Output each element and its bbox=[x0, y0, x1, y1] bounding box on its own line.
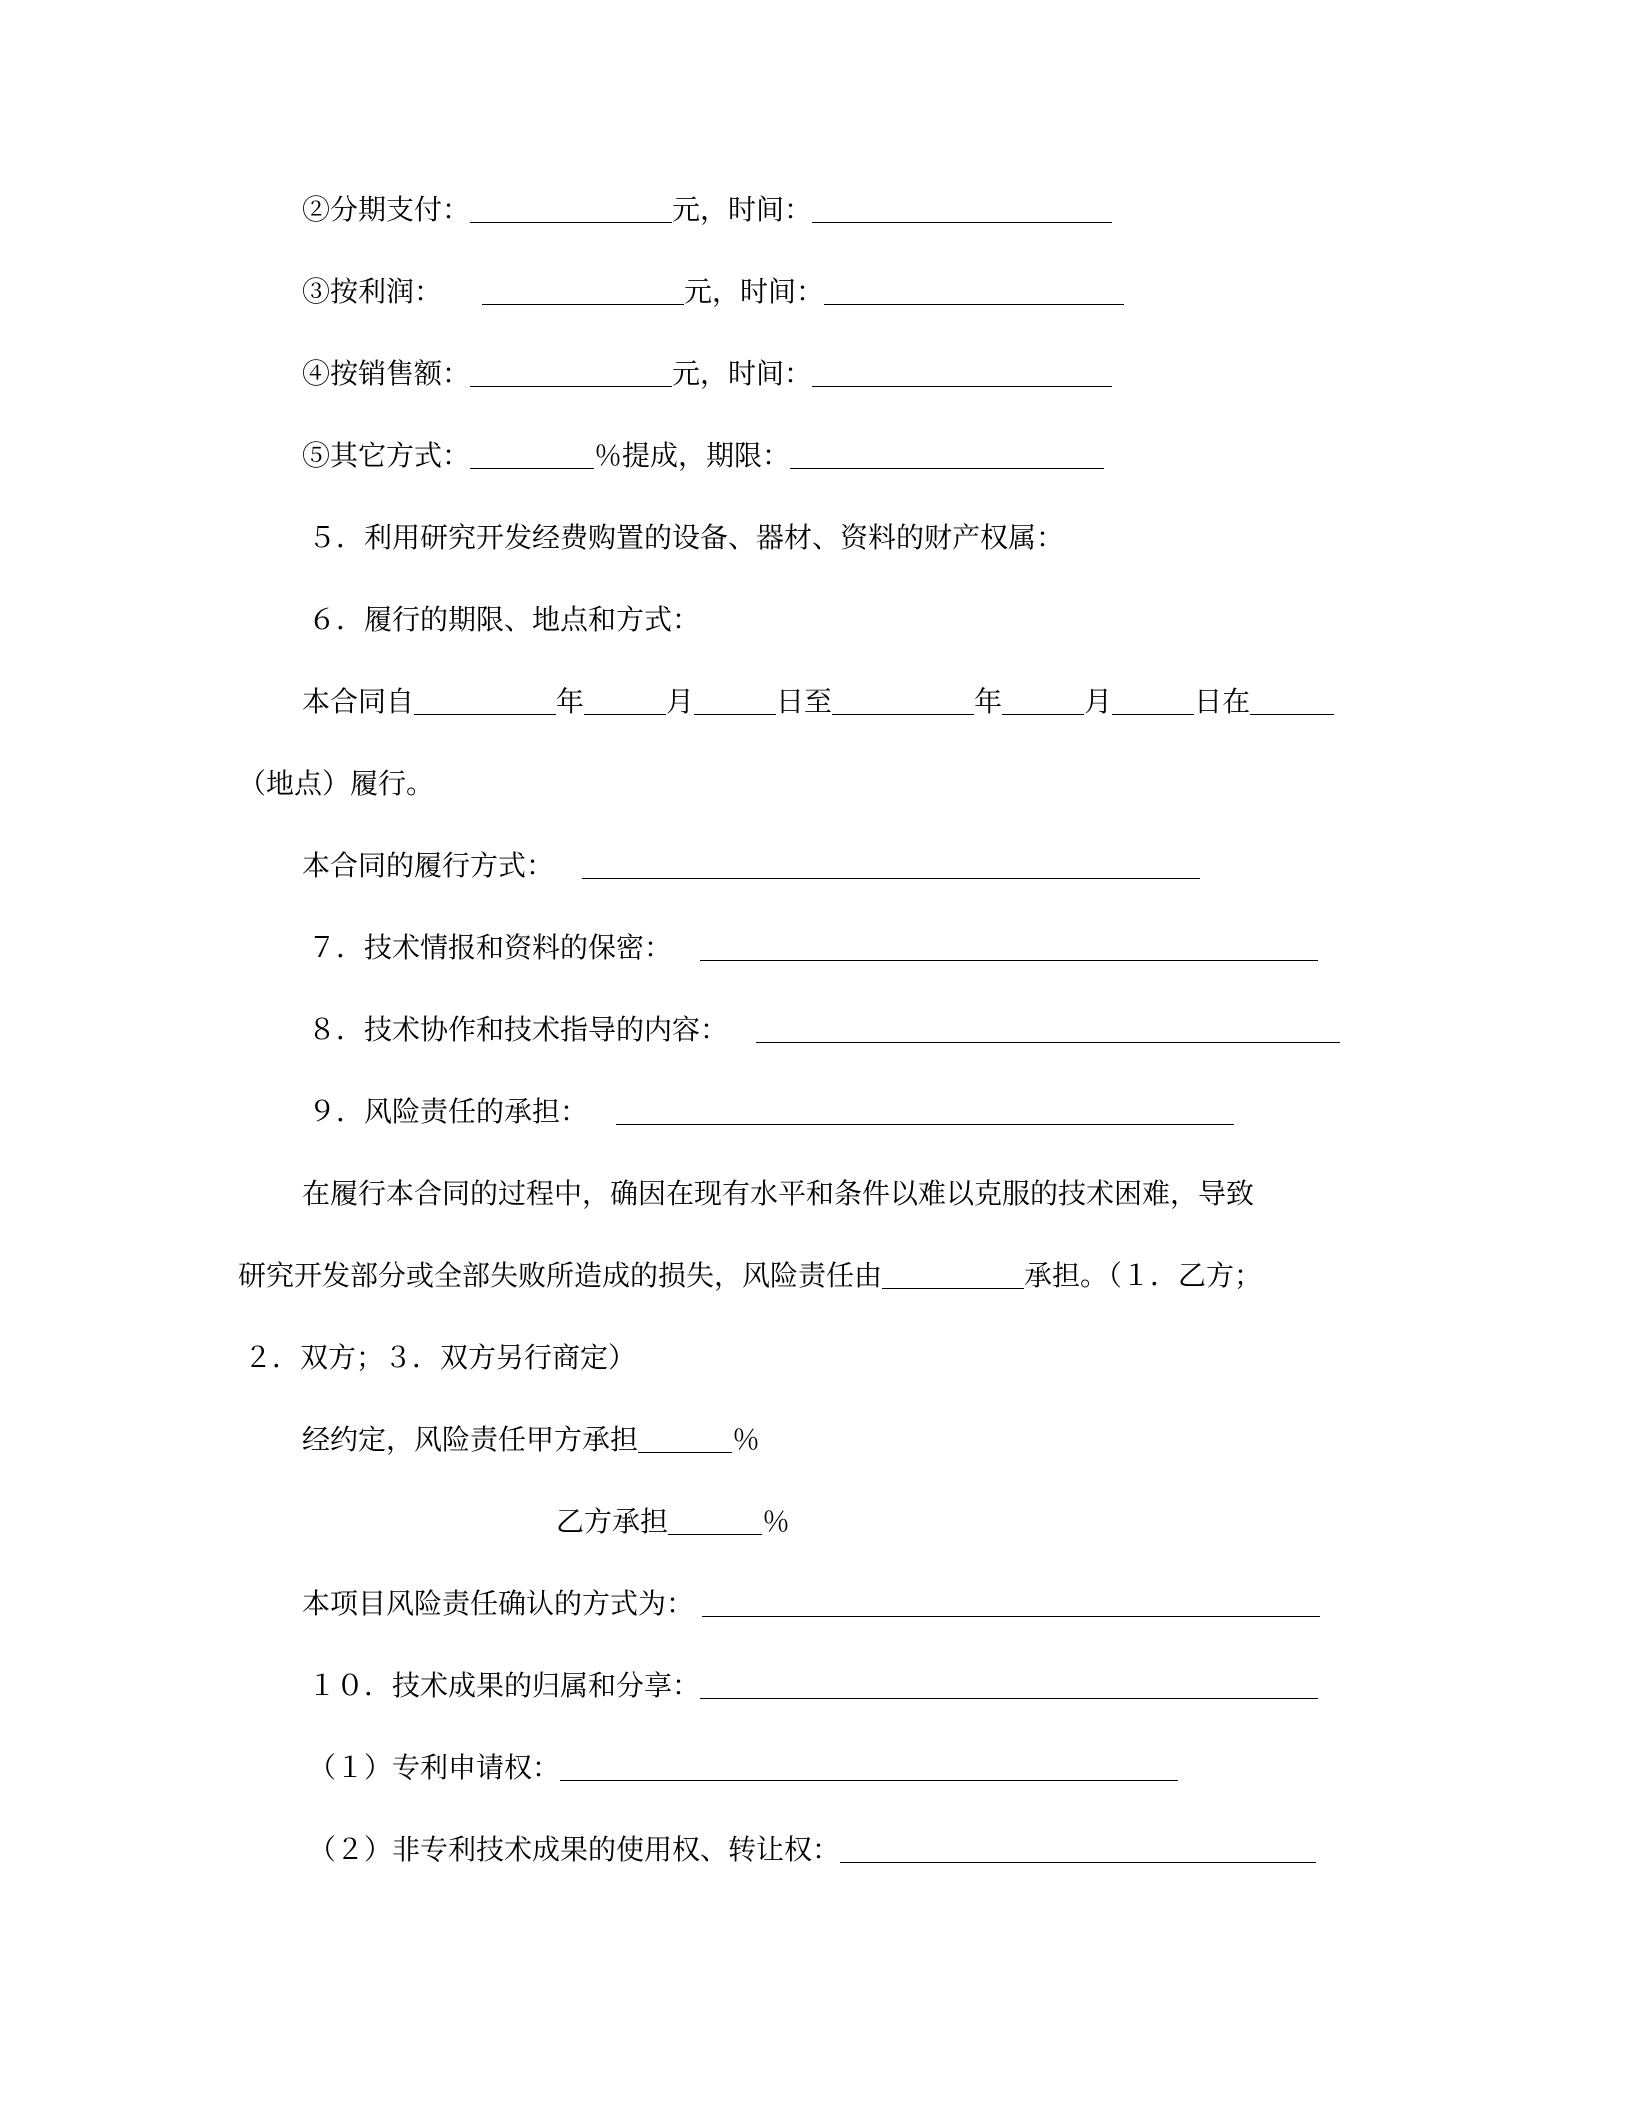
risk-confirmation-line bbox=[302, 1584, 1320, 1624]
period-blank[interactable] bbox=[790, 438, 1104, 469]
method-blank[interactable] bbox=[582, 848, 1200, 879]
clause-9-line bbox=[308, 1092, 1234, 1132]
line-text: 在履行本合同的过程中，确因在现有水平和条件以难以克服的技术困难，导致 bbox=[302, 1177, 1255, 1210]
risk-party-blank[interactable] bbox=[882, 1258, 1024, 1289]
line-text: 本项目风险责任确认的方式为： bbox=[302, 1587, 695, 1620]
line-text: 元，时间： bbox=[684, 275, 825, 308]
line-text: ％提成，期限： bbox=[594, 439, 791, 472]
contract-period-line bbox=[302, 682, 1334, 722]
line-text: ％ bbox=[762, 1505, 791, 1538]
party-b-risk-line bbox=[556, 1502, 790, 1542]
non-patent-right-blank[interactable] bbox=[840, 1832, 1316, 1863]
clause-10-line bbox=[308, 1666, 1318, 1706]
start-month-blank[interactable] bbox=[584, 684, 666, 715]
cooperation-blank[interactable] bbox=[756, 1012, 1340, 1043]
line-text: 本合同自 bbox=[302, 685, 415, 718]
line-text: 承担。（１．乙方； bbox=[1024, 1259, 1263, 1292]
line-text: 月 bbox=[1084, 685, 1113, 718]
line-text: ④按销售额： bbox=[302, 357, 471, 390]
party-b-percent-blank[interactable] bbox=[668, 1504, 762, 1535]
line-text: ③按利润： bbox=[302, 275, 443, 308]
confidentiality-blank[interactable] bbox=[700, 930, 1318, 961]
line-text: 日至 bbox=[776, 685, 833, 718]
line-text: 乙方承担 bbox=[556, 1505, 669, 1538]
line-text: 年 bbox=[974, 685, 1003, 718]
line-text: １０．技术成果的归属和分享： bbox=[308, 1669, 701, 1702]
time-blank[interactable] bbox=[812, 192, 1112, 223]
payment-sales-line bbox=[302, 354, 1112, 394]
ownership-blank[interactable] bbox=[700, 1668, 1318, 1699]
party-a-percent-blank[interactable] bbox=[638, 1422, 732, 1453]
line-text: 元，时间： bbox=[672, 193, 813, 226]
amount-blank[interactable] bbox=[470, 356, 672, 387]
line-text: ⑤其它方式： bbox=[302, 439, 471, 472]
line-text: ②分期支付： bbox=[302, 193, 471, 226]
amount-blank[interactable] bbox=[482, 274, 684, 305]
line-text: 本合同的履行方式： bbox=[302, 849, 555, 882]
risk-paragraph-line-3 bbox=[244, 1338, 636, 1378]
line-text: （地点）履行。 bbox=[238, 767, 435, 800]
line-text: （２）非专利技术成果的使用权、转让权： bbox=[308, 1833, 841, 1866]
party-a-risk-line bbox=[302, 1420, 760, 1460]
risk-blank[interactable] bbox=[616, 1094, 1234, 1125]
line-text: ５．利用研究开发经费购置的设备、器材、资料的财产权属： bbox=[308, 521, 1065, 554]
line-text: ７．技术情报和资料的保密： bbox=[308, 931, 673, 964]
end-year-blank[interactable] bbox=[832, 684, 974, 715]
payment-other-line bbox=[302, 436, 1104, 476]
line-text: ８．技术协作和技术指导的内容： bbox=[308, 1013, 729, 1046]
patent-right-blank[interactable] bbox=[560, 1750, 1178, 1781]
line-text: ％ bbox=[732, 1423, 761, 1456]
line-text: ９．风险责任的承担： bbox=[308, 1095, 589, 1128]
contract-location-line bbox=[238, 764, 434, 804]
percent-blank[interactable] bbox=[470, 438, 594, 469]
confirmation-blank[interactable] bbox=[702, 1586, 1320, 1617]
risk-paragraph-line-1 bbox=[302, 1174, 1254, 1214]
line-text: 月 bbox=[666, 685, 695, 718]
line-text: ２．双方；３．双方另行商定） bbox=[244, 1341, 637, 1374]
clause-7-line bbox=[308, 928, 1318, 968]
payment-profit-line bbox=[302, 272, 1124, 312]
line-text: 经约定，风险责任甲方承担 bbox=[302, 1423, 639, 1456]
start-day-blank[interactable] bbox=[694, 684, 776, 715]
start-year-blank[interactable] bbox=[414, 684, 556, 715]
time-blank[interactable] bbox=[824, 274, 1124, 305]
line-text: 年 bbox=[556, 685, 585, 718]
end-month-blank[interactable] bbox=[1002, 684, 1084, 715]
amount-blank[interactable] bbox=[470, 192, 672, 223]
line-text: ６．履行的期限、地点和方式： bbox=[308, 603, 701, 636]
non-patent-right-line bbox=[308, 1830, 1316, 1870]
performance-method-line bbox=[302, 846, 1200, 886]
line-text: 日在 bbox=[1194, 685, 1251, 718]
line-text: 元，时间： bbox=[672, 357, 813, 390]
risk-paragraph-line-2 bbox=[238, 1256, 1262, 1296]
line-text: 研究开发部分或全部失败所造成的损失，风险责任由 bbox=[238, 1259, 883, 1292]
location-blank[interactable] bbox=[1250, 684, 1334, 715]
payment-installment-line bbox=[302, 190, 1112, 230]
end-day-blank[interactable] bbox=[1112, 684, 1194, 715]
clause-8-line bbox=[308, 1010, 1340, 1050]
clause-6-line bbox=[308, 600, 700, 640]
time-blank[interactable] bbox=[812, 356, 1112, 387]
patent-right-line bbox=[308, 1748, 1178, 1788]
line-text: （１）专利申请权： bbox=[308, 1751, 561, 1784]
clause-5-line bbox=[308, 518, 1064, 558]
